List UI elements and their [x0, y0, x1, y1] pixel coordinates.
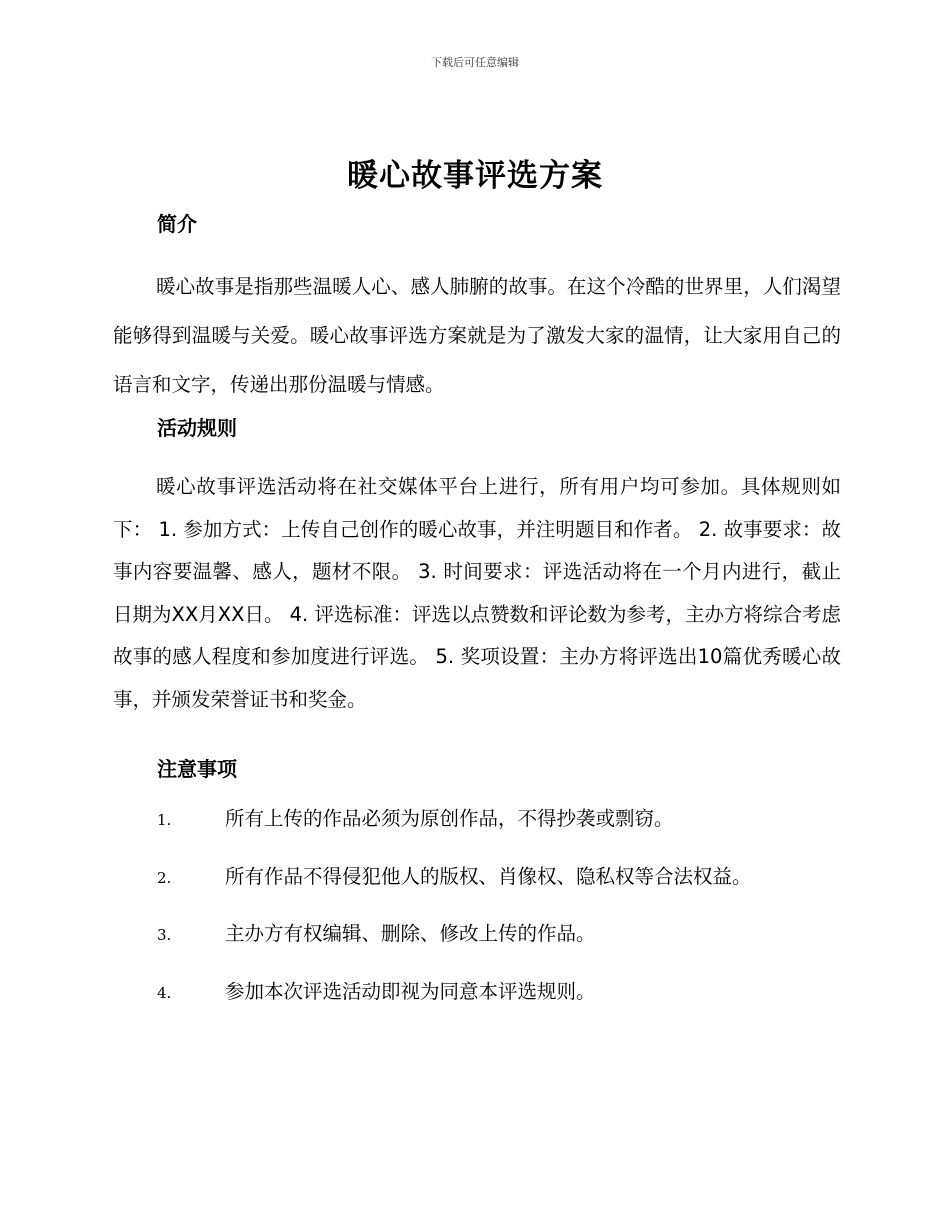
- list-item-text: 主办方有权编辑、删除、修改上传的作品。: [225, 922, 596, 945]
- list-item: [157, 803, 752, 861]
- section-heading-intro: 简介: [157, 212, 197, 236]
- section-heading-rules: 活动规则: [157, 416, 237, 440]
- notes-list: [157, 803, 752, 1033]
- intro-paragraph: 暖心故事是指那些温暖人心、感人肺腑的故事。在这个冷酷的世界里，人们渴望能够得到温暖与关爱。暖心故事评选方案就是为了激发大家的温情，让大家用自己的语言和文字，传递出那份温暖与情感。: [113, 275, 841, 396]
- list-item-number: 3.: [157, 926, 172, 944]
- list-item-text: 参加本次评选活动即视为同意本评选规则。: [225, 979, 596, 1003]
- page-header-note: 下载后可任意编辑: [431, 56, 519, 69]
- list-item: [157, 861, 752, 919]
- list-item-number: 4.: [157, 983, 172, 1002]
- list-item-text: 所有作品不得侵犯他人的版权、肖像权、隐私权等合法权益。: [225, 864, 752, 888]
- list-item: [157, 976, 752, 1034]
- list-item-text: 所有上传的作品必须为原创作品，不得抄袭或剽窃。: [225, 807, 674, 830]
- list-item-number: 1.: [157, 811, 172, 829]
- list-item-number: 2.: [157, 868, 172, 887]
- document-title: 暖心故事评选方案: [347, 158, 603, 194]
- rules-paragraph: 暖心故事评选活动将在社交媒体平台上进行，所有用户均可参加。具体规则如下： 1. 参加方式：上传自己创作的暖心故事，并注明题目和作者。 2. 故事要求：故事内容要温馨、感人，题材不限。 3. 时间要求：评选活动将在一个月内进行，截止日期为XX月XX日。 4. 评选标准：评选以点赞数和评论数为参考，主办方将综合考虑故事的感人程度和参加度进行评选。 5. 奖项设置：主办方将评选出10篇优秀暖心故事，并颁发荣誉证书和奖金。: [113, 475, 841, 711]
- list-item: [157, 918, 752, 976]
- section-heading-notes: 注意事项: [157, 757, 237, 781]
